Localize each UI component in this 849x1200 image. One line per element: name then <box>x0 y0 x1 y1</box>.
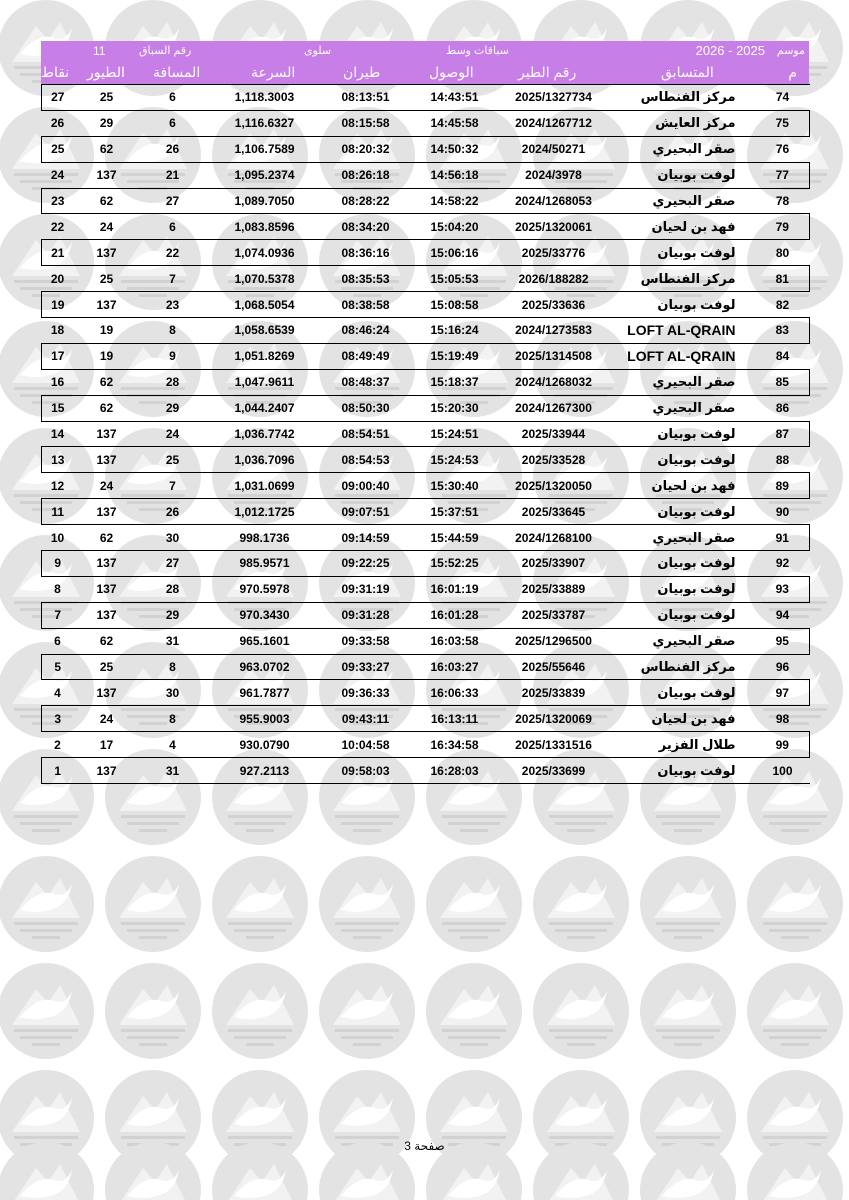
index-cell: 90 <box>756 499 810 525</box>
points-cell: 3 <box>42 706 74 732</box>
flight-time-cell: 09:31:28 <box>324 602 408 628</box>
speed-cell: 1,083.8596 <box>206 214 324 240</box>
table-row <box>42 447 810 473</box>
participant-cell: مركز الفنطاس <box>606 654 756 680</box>
index-cell: 93 <box>756 576 810 602</box>
index-cell: 92 <box>756 551 810 577</box>
ring-number-cell: 2025/1327734 <box>502 85 606 111</box>
table-row <box>42 369 810 395</box>
col-participant: المتسابق <box>661 64 714 80</box>
distance-cell: 21 <box>140 162 206 188</box>
index-cell: 78 <box>756 188 810 214</box>
distance-cell: 8 <box>140 706 206 732</box>
arrival-time-cell: 14:58:22 <box>408 188 502 214</box>
participant-cell: صقر البحيري <box>606 369 756 395</box>
index-cell: 89 <box>756 473 810 499</box>
table-row <box>42 473 810 499</box>
speed-cell: 970.5978 <box>206 576 324 602</box>
speed-cell: 961.7877 <box>206 680 324 706</box>
arrival-time-cell: 16:03:58 <box>408 628 502 654</box>
participant-cell: صقر البحيري <box>606 525 756 551</box>
speed-cell: 1,047.9611 <box>206 369 324 395</box>
participant-cell: لوفت بوبيان <box>606 576 756 602</box>
distance-cell: 30 <box>140 525 206 551</box>
index-cell: 97 <box>756 680 810 706</box>
ring-number-cell: 2025/33944 <box>502 421 606 447</box>
birds-cell: 137 <box>74 162 140 188</box>
ring-number-cell: 2025/1331516 <box>502 732 606 758</box>
ring-number-cell: 2025/33528 <box>502 447 606 473</box>
index-cell: 100 <box>756 758 810 784</box>
points-cell: 7 <box>42 602 74 628</box>
arrival-time-cell: 14:45:58 <box>408 110 502 136</box>
participant-cell: مركز الفنطاس <box>606 85 756 111</box>
speed-cell: 1,036.7742 <box>206 421 324 447</box>
table-row <box>42 85 810 111</box>
speed-cell: 1,074.0936 <box>206 240 324 266</box>
speed-cell: 1,068.5054 <box>206 292 324 318</box>
birds-cell: 25 <box>74 266 140 292</box>
participant-cell: لوفت بوبيان <box>606 162 756 188</box>
results-body <box>42 85 810 784</box>
points-cell: 20 <box>42 266 74 292</box>
participant-cell: LOFT AL-QRAIN <box>606 318 756 344</box>
col-arrival: الوصول <box>429 64 474 80</box>
arrival-time-cell: 15:18:37 <box>408 369 502 395</box>
ring-number-cell: 2026/188282 <box>502 266 606 292</box>
col-birds: الطيور <box>87 64 125 80</box>
birds-cell: 137 <box>74 576 140 602</box>
season-label: موسم <box>776 45 805 57</box>
index-cell: 85 <box>756 369 810 395</box>
flight-time-cell: 08:38:58 <box>324 292 408 318</box>
ring-number-cell: 2024/1273583 <box>502 318 606 344</box>
speed-cell: 1,089.7050 <box>206 188 324 214</box>
race-location: سلوى <box>304 45 332 57</box>
points-cell: 6 <box>42 628 74 654</box>
distance-cell: 31 <box>140 628 206 654</box>
index-cell: 75 <box>756 110 810 136</box>
points-cell: 10 <box>42 525 74 551</box>
flight-time-cell: 08:46:24 <box>324 318 408 344</box>
birds-cell: 137 <box>74 758 140 784</box>
distance-cell: 7 <box>140 266 206 292</box>
birds-cell: 62 <box>74 628 140 654</box>
birds-cell: 25 <box>74 85 140 111</box>
flight-time-cell: 08:36:16 <box>324 240 408 266</box>
arrival-time-cell: 16:03:27 <box>408 654 502 680</box>
col-flight: طيران <box>343 64 381 80</box>
points-cell: 18 <box>42 318 74 344</box>
table-row <box>42 110 810 136</box>
arrival-time-cell: 16:01:28 <box>408 602 502 628</box>
table-row <box>42 706 810 732</box>
table-row <box>42 343 810 369</box>
index-cell: 88 <box>756 447 810 473</box>
distance-cell: 30 <box>140 680 206 706</box>
points-cell: 25 <box>42 136 74 162</box>
birds-cell: 137 <box>74 602 140 628</box>
ring-number-cell: 2024/1267712 <box>502 110 606 136</box>
index-cell: 81 <box>756 266 810 292</box>
table-row <box>42 551 810 577</box>
points-cell: 24 <box>42 162 74 188</box>
table-row <box>42 499 810 525</box>
distance-cell: 27 <box>140 188 206 214</box>
speed-cell: 1,070.5378 <box>206 266 324 292</box>
participant-cell: مركز الفنطاس <box>606 266 756 292</box>
index-cell: 74 <box>756 85 810 111</box>
table-row <box>42 576 810 602</box>
column-headers <box>41 61 809 84</box>
ring-number-cell: 2025/33699 <box>502 758 606 784</box>
arrival-time-cell: 14:56:18 <box>408 162 502 188</box>
speed-cell: 930.0790 <box>206 732 324 758</box>
points-cell: 5 <box>42 654 74 680</box>
header-info-row <box>41 41 809 61</box>
participant-cell: لوفت بوبيان <box>606 680 756 706</box>
distance-cell: 28 <box>140 369 206 395</box>
index-cell: 84 <box>756 343 810 369</box>
flight-time-cell: 09:22:25 <box>324 551 408 577</box>
table-row <box>42 654 810 680</box>
participant-cell: لوفت بوبيان <box>606 602 756 628</box>
distance-cell: 26 <box>140 499 206 525</box>
index-cell: 82 <box>756 292 810 318</box>
arrival-time-cell: 15:24:51 <box>408 421 502 447</box>
flight-time-cell: 08:15:58 <box>324 110 408 136</box>
distance-cell: 4 <box>140 732 206 758</box>
ring-number-cell: 2025/1296500 <box>502 628 606 654</box>
participant-cell: فهد بن لحيان <box>606 473 756 499</box>
participant-cell: صقر البحيري <box>606 395 756 421</box>
points-cell: 26 <box>42 110 74 136</box>
points-cell: 16 <box>42 369 74 395</box>
flight-time-cell: 08:49:49 <box>324 343 408 369</box>
speed-cell: 965.1601 <box>206 628 324 654</box>
ring-number-cell: 2025/1320050 <box>502 473 606 499</box>
index-cell: 87 <box>756 421 810 447</box>
col-ring: رقم الطير <box>518 64 577 80</box>
arrival-time-cell: 15:04:20 <box>408 214 502 240</box>
table-row <box>42 136 810 162</box>
distance-cell: 25 <box>140 447 206 473</box>
page-number: صفحة 3 <box>404 1139 445 1153</box>
arrival-time-cell: 15:37:51 <box>408 499 502 525</box>
table-row <box>42 292 810 318</box>
birds-cell: 24 <box>74 706 140 732</box>
results-sheet <box>41 41 809 784</box>
table-row <box>42 188 810 214</box>
birds-cell: 137 <box>74 421 140 447</box>
flight-time-cell: 09:14:59 <box>324 525 408 551</box>
distance-cell: 27 <box>140 551 206 577</box>
arrival-time-cell: 14:50:32 <box>408 136 502 162</box>
flight-time-cell: 08:20:32 <box>324 136 408 162</box>
flight-time-cell: 09:58:03 <box>324 758 408 784</box>
table-row <box>42 395 810 421</box>
birds-cell: 24 <box>74 214 140 240</box>
ring-number-cell: 2025/33636 <box>502 292 606 318</box>
arrival-time-cell: 16:06:33 <box>408 680 502 706</box>
table-row <box>42 421 810 447</box>
index-cell: 76 <box>756 136 810 162</box>
points-cell: 27 <box>42 85 74 111</box>
flight-time-cell: 08:54:51 <box>324 421 408 447</box>
distance-cell: 31 <box>140 758 206 784</box>
table-row <box>42 525 810 551</box>
speed-cell: 1,031.0699 <box>206 473 324 499</box>
arrival-time-cell: 15:24:53 <box>408 447 502 473</box>
flight-time-cell: 09:33:27 <box>324 654 408 680</box>
distance-cell: 23 <box>140 292 206 318</box>
speed-cell: 998.1736 <box>206 525 324 551</box>
col-distance: المسافة <box>153 64 201 80</box>
birds-cell: 137 <box>74 240 140 266</box>
participant-cell: فهد بن لحيان <box>606 706 756 732</box>
table-row <box>42 628 810 654</box>
distance-cell: 6 <box>140 85 206 111</box>
index-cell: 98 <box>756 706 810 732</box>
birds-cell: 17 <box>74 732 140 758</box>
distance-cell: 29 <box>140 602 206 628</box>
flight-time-cell: 08:26:18 <box>324 162 408 188</box>
birds-cell: 25 <box>74 654 140 680</box>
birds-cell: 62 <box>74 395 140 421</box>
participant-cell: لوفت بوبيان <box>606 758 756 784</box>
speed-cell: 1,106.7589 <box>206 136 324 162</box>
participant-cell: صقر البحيري <box>606 628 756 654</box>
flight-time-cell: 08:54:53 <box>324 447 408 473</box>
ring-number-cell: 2025/33645 <box>502 499 606 525</box>
points-cell: 11 <box>42 499 74 525</box>
arrival-time-cell: 15:16:24 <box>408 318 502 344</box>
ring-number-cell: 2025/1320061 <box>502 214 606 240</box>
points-cell: 19 <box>42 292 74 318</box>
flight-time-cell: 10:04:58 <box>324 732 408 758</box>
index-cell: 77 <box>756 162 810 188</box>
arrival-time-cell: 16:13:11 <box>408 706 502 732</box>
points-cell: 12 <box>42 473 74 499</box>
speed-cell: 985.9571 <box>206 551 324 577</box>
ring-number-cell: 2025/33787 <box>502 602 606 628</box>
flight-time-cell: 08:35:53 <box>324 266 408 292</box>
arrival-time-cell: 15:08:58 <box>408 292 502 318</box>
table-row <box>42 162 810 188</box>
table-row <box>42 214 810 240</box>
distance-cell: 29 <box>140 395 206 421</box>
participant-cell: لوفت بوبيان <box>606 551 756 577</box>
flight-time-cell: 08:48:37 <box>324 369 408 395</box>
results-table <box>41 84 810 784</box>
distance-cell: 28 <box>140 576 206 602</box>
flight-time-cell: 09:00:40 <box>324 473 408 499</box>
table-row <box>42 732 810 758</box>
distance-cell: 6 <box>140 110 206 136</box>
col-points: نقاط <box>41 64 70 80</box>
arrival-time-cell: 15:05:53 <box>408 266 502 292</box>
arrival-time-cell: 15:44:59 <box>408 525 502 551</box>
distance-cell: 26 <box>140 136 206 162</box>
race-number-label: رقم السباق <box>139 45 192 57</box>
ring-number-cell: 2024/3978 <box>502 162 606 188</box>
distance-cell: 9 <box>140 343 206 369</box>
ring-number-cell: 2025/1320069 <box>502 706 606 732</box>
col-idx: م <box>788 64 797 80</box>
table-row <box>42 758 810 784</box>
table-row <box>42 240 810 266</box>
speed-cell: 1,118.3003 <box>206 85 324 111</box>
birds-cell: 29 <box>74 110 140 136</box>
speed-cell: 1,044.2407 <box>206 395 324 421</box>
distance-cell: 8 <box>140 654 206 680</box>
birds-cell: 19 <box>74 318 140 344</box>
speed-cell: 970.3430 <box>206 602 324 628</box>
distance-cell: 7 <box>140 473 206 499</box>
distance-cell: 24 <box>140 421 206 447</box>
flight-time-cell: 09:36:33 <box>324 680 408 706</box>
speed-cell: 955.9003 <box>206 706 324 732</box>
points-cell: 21 <box>42 240 74 266</box>
flight-time-cell: 08:13:51 <box>324 85 408 111</box>
index-cell: 86 <box>756 395 810 421</box>
participant-cell: مركز العايش <box>606 110 756 136</box>
points-cell: 17 <box>42 343 74 369</box>
flight-time-cell: 08:34:20 <box>324 214 408 240</box>
speed-cell: 1,036.7096 <box>206 447 324 473</box>
ring-number-cell: 2024/1268100 <box>502 525 606 551</box>
ring-number-cell: 2025/33839 <box>502 680 606 706</box>
index-cell: 83 <box>756 318 810 344</box>
index-cell: 99 <box>756 732 810 758</box>
arrival-time-cell: 15:20:30 <box>408 395 502 421</box>
table-row <box>42 680 810 706</box>
points-cell: 4 <box>42 680 74 706</box>
participant-cell: لوفت بوبيان <box>606 292 756 318</box>
race-type: سباقات وسط <box>446 45 509 57</box>
speed-cell: 927.2113 <box>206 758 324 784</box>
arrival-time-cell: 16:34:58 <box>408 732 502 758</box>
participant-cell: LOFT AL-QRAIN <box>606 343 756 369</box>
birds-cell: 137 <box>74 680 140 706</box>
flight-time-cell: 08:28:22 <box>324 188 408 214</box>
speed-cell: 963.0702 <box>206 654 324 680</box>
points-cell: 14 <box>42 421 74 447</box>
speed-cell: 1,051.8269 <box>206 343 324 369</box>
arrival-time-cell: 16:01:19 <box>408 576 502 602</box>
participant-cell: طلال الفزير <box>606 732 756 758</box>
birds-cell: 137 <box>74 447 140 473</box>
birds-cell: 19 <box>74 343 140 369</box>
points-cell: 15 <box>42 395 74 421</box>
index-cell: 79 <box>756 214 810 240</box>
participant-cell: صقر البحيري <box>606 188 756 214</box>
participant-cell: لوفت بوبيان <box>606 240 756 266</box>
points-cell: 8 <box>42 576 74 602</box>
race-number: 11 <box>93 44 106 58</box>
speed-cell: 1,058.6539 <box>206 318 324 344</box>
col-speed: السرعة <box>251 64 296 80</box>
speed-cell: 1,116.6327 <box>206 110 324 136</box>
ring-number-cell: 2025/33776 <box>502 240 606 266</box>
index-cell: 91 <box>756 525 810 551</box>
index-cell: 96 <box>756 654 810 680</box>
ring-number-cell: 2024/1268053 <box>502 188 606 214</box>
points-cell: 23 <box>42 188 74 214</box>
flight-time-cell: 09:07:51 <box>324 499 408 525</box>
ring-number-cell: 2024/1268032 <box>502 369 606 395</box>
ring-number-cell: 2024/1267300 <box>502 395 606 421</box>
speed-cell: 1,095.2374 <box>206 162 324 188</box>
participant-cell: فهد بن لحيان <box>606 214 756 240</box>
participant-cell: لوفت بوبيان <box>606 421 756 447</box>
ring-number-cell: 2024/50271 <box>502 136 606 162</box>
birds-cell: 137 <box>74 551 140 577</box>
distance-cell: 8 <box>140 318 206 344</box>
birds-cell: 62 <box>74 188 140 214</box>
ring-number-cell: 2025/33907 <box>502 551 606 577</box>
flight-time-cell: 09:31:19 <box>324 576 408 602</box>
participant-cell: صقر البحيري <box>606 136 756 162</box>
season-value: 2026 - 2025 <box>695 43 765 58</box>
table-row <box>42 602 810 628</box>
arrival-time-cell: 15:06:16 <box>408 240 502 266</box>
birds-cell: 137 <box>74 499 140 525</box>
birds-cell: 62 <box>74 136 140 162</box>
points-cell: 9 <box>42 551 74 577</box>
speed-cell: 1,012.1725 <box>206 499 324 525</box>
table-row <box>42 318 810 344</box>
arrival-time-cell: 15:30:40 <box>408 473 502 499</box>
arrival-time-cell: 16:28:03 <box>408 758 502 784</box>
flight-time-cell: 09:43:11 <box>324 706 408 732</box>
birds-cell: 24 <box>74 473 140 499</box>
distance-cell: 6 <box>140 214 206 240</box>
ring-number-cell: 2025/1314508 <box>502 343 606 369</box>
birds-cell: 137 <box>74 292 140 318</box>
arrival-time-cell: 14:43:51 <box>408 85 502 111</box>
flight-time-cell: 08:50:30 <box>324 395 408 421</box>
participant-cell: لوفت بوبيان <box>606 447 756 473</box>
points-cell: 13 <box>42 447 74 473</box>
index-cell: 94 <box>756 602 810 628</box>
distance-cell: 22 <box>140 240 206 266</box>
flight-time-cell: 09:33:58 <box>324 628 408 654</box>
points-cell: 1 <box>42 758 74 784</box>
birds-cell: 62 <box>74 369 140 395</box>
birds-cell: 62 <box>74 525 140 551</box>
points-cell: 2 <box>42 732 74 758</box>
arrival-time-cell: 15:52:25 <box>408 551 502 577</box>
table-row <box>42 266 810 292</box>
participant-cell: لوفت بوبيان <box>606 499 756 525</box>
index-cell: 95 <box>756 628 810 654</box>
arrival-time-cell: 15:19:49 <box>408 343 502 369</box>
ring-number-cell: 2025/55646 <box>502 654 606 680</box>
index-cell: 80 <box>756 240 810 266</box>
points-cell: 22 <box>42 214 74 240</box>
table-header <box>41 41 809 84</box>
ring-number-cell: 2025/33889 <box>502 576 606 602</box>
